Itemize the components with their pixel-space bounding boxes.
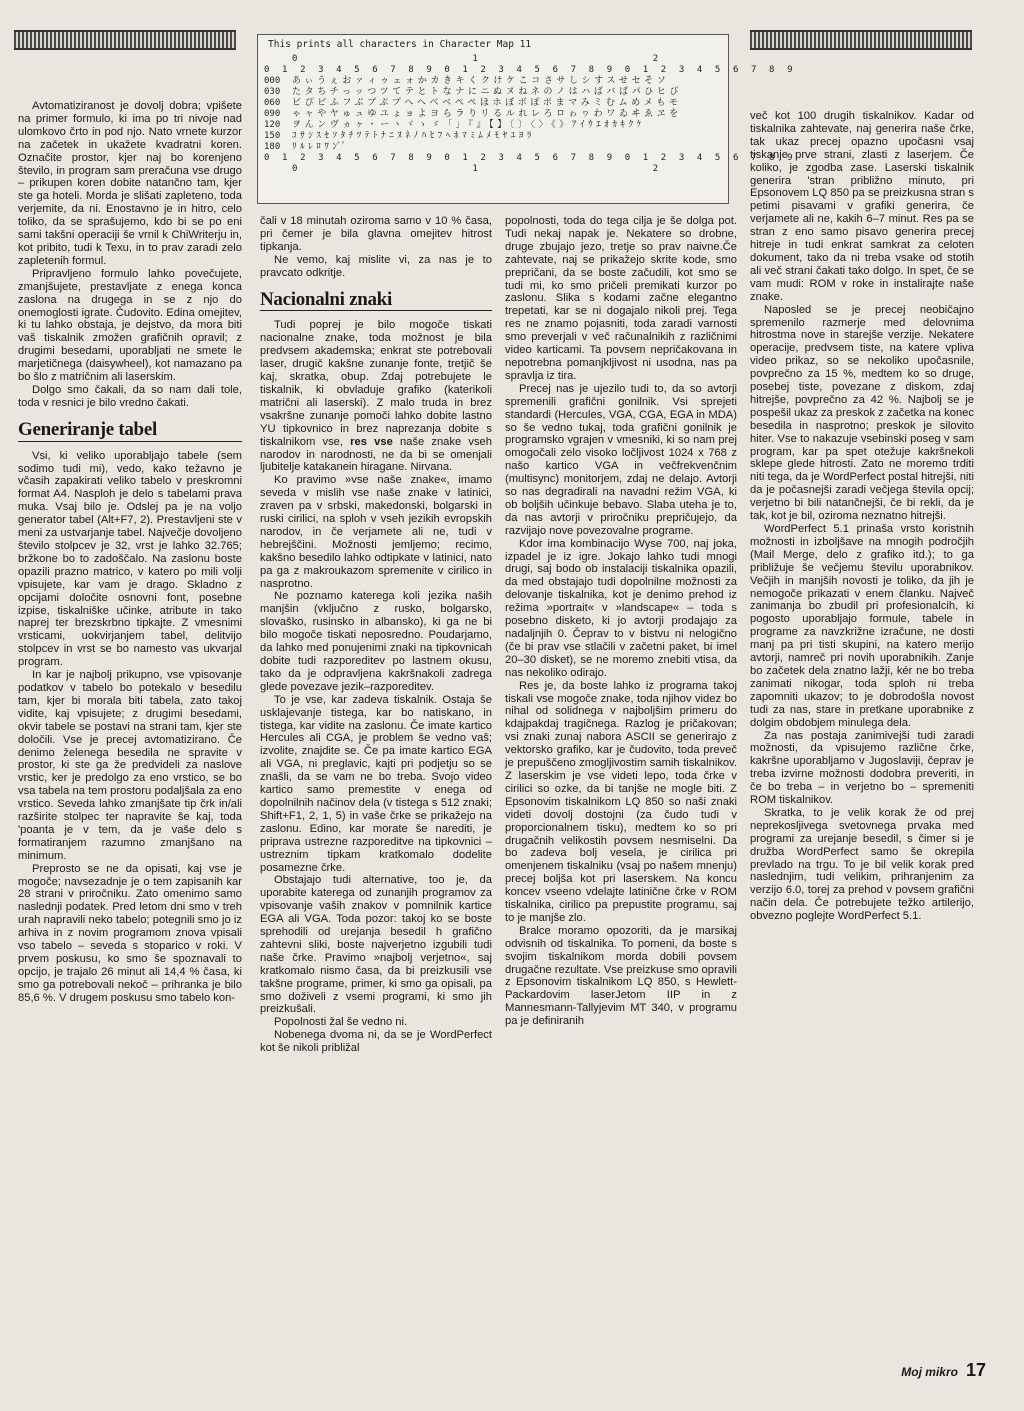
paragraph: čali v 18 minutah oziroma samo v 10 % časa, pri čemer je bila glavna omejitev hitrost tipkanja. [260,215,492,253]
article-column-3 [505,215,737,1028]
section-heading: Nacionalni znaki [260,294,492,312]
paragraph: Nobenega dvoma ni, da se je WordPerfect kot še nikoli približal [260,1029,492,1055]
article-column-2 [260,215,492,1055]
character-map-row: 000 あぃうぇおァィゥェォかカきキくクけケこコさサしシすスせセそソ [264,76,670,86]
header-rule-left [14,30,236,50]
emphasis: res vse [350,435,393,448]
character-map-tens-header: 0 1 2 [292,54,662,64]
article-column-4 [750,110,974,923]
paragraph: Ne poznamo katerega koli jezika naših manjšin (vključno z rusko, bolgarsko, slovaško, rusinsko in albansko), ki ga ne bi bilo mogoče tiskati neposredno. Poudarjamo, da lahko med ponujenimi znaki na tipkovnicah dobite tudi razporeditev po lastnem okusu, tako da je odpravljena kakršnakoli zadrega glede povezave jezik–razporeditev. [260,590,492,693]
paragraph: Avtomatiziranost je dovolj dobra; vpišete na primer formulo, ki ima po tri nivoje nad ulomkovo črto in pod njo. Nato vrnete kurzor na začetek in ukažete kvadratni koren. Označite prostor, kjer naj bo korenjeno število, in program sam preračuna vse drugo – prikupen koren dobite natančno tam, kjer ste ga hoteli. Morda je slišati zapleteno, toda verjemite, da ni. Enostavno je in hitro, celo toliko, da se sprašujemo, kdo bi se po eni sami takšni operaciji še vrnil k ChiWriterju in, kot pribito, tudi k Texu, in to prav zaradi zelo zapletenih formul. [18,100,242,267]
paragraph: Precej nas je ujezilo tudi to, da so avtorji spremenili grafični gonilnik. Vsi sprejeti standardi (Hercules, VGA, CGA, EGA in MDA) so še vedno tukaj, toda grafični gonilnik je programsko vgrajen v vmesniki, ki so nam prej omogočali zelo visoko ločljivost 1024 x 768 z našo kartico VGA in večfrekvenčnim (multisync) monitorjem, zdaj ne delajo. Avtorji so nas degradirali na navadni režim VGA, ki ob boljših učinkuje bebavo. Slaba uteha je to, da nas avtorji v priročniku prepričujejo, da razvijajo nove povezovalne programe. [505,382,737,537]
page-number: 17 [965,1360,986,1380]
paragraph: Tudi poprej je bilo mogoče tiskati nacionalne znake, toda možnost je bila predvsem akademska; enkrat ste potrebovali laser, drugič kakšne zunanje fonte, tretjič še kaj, skratka, obup. Zdaj potrebujete le tiskalnik, ki obvladuje grafiko (katerikoli matrični ali laserski). Z malo truda in brez vsakršne zunanje pomoči lahko dobite lastno YU tipkovnico in brez naprezanja dobite s tiskalnikom vse, res vse naše znake vseh narodov in narodnosti, ne da bi se omenjali ljubitelje katakanein hiragane. Nirvana. [260,319,493,474]
paragraph: Ko pravimo »vse naše znake«, imamo seveda v mislih vse naše znake v latinici, zraven pa v srbski, makedonski, bolgarski in ruski cirilici, na sploh v vseh jezikih evropskih narodov, in če verjamete ali ne, tudi v hebrejščini. Možnosti jemljemo; recimo, kakšno besedilo lahko odtipkate v latinici, nato pa ga z makroukazom spremenite v cirilico in nasprotno. [260,474,492,590]
section-heading: Generiranje tabel [18,424,242,442]
paragraph: Dolgo smo čakali, da so nam dali tole, toda v resnici je bilo vredno čakati. [18,383,242,409]
character-map-tens-footer: 0 1 2 [292,164,662,174]
paragraph: popolnosti, toda do tega cilja je še dolga pot. Tudi nekaj napak je. Nekatere so drobne, druge zbujajo jezo, tretje so prav naivne.Če zahtevate, naj se prikažejo skrite kode, smo prepričani, da se boste začudili, kot smo se tudi mi, ko smo pričeli premikati kurzor po zaslonu. Slika s kodami začne elegantno trepetati, kar se ni dogajalo nikoli prej. Tega res ne znamo pojasniti, toda zaradi varnosti smo preverjali v več računalnikih z različnimi video karticami. Ta povsem nepričakovana in nepotrebna pomanjkljivost ni usodna, nas pa spravlja iz tira. [505,215,737,382]
character-map-row: 150 ｺｻｼｽｾｿﾀﾁﾂﾃﾄﾅﾆﾇﾈﾉﾊﾋﾌﾍﾎﾏﾐﾑﾒﾓﾔﾕﾖﾗ [264,131,536,141]
paragraph: Obstajajo tudi alternative, too je, da uporabite katerega od zunanjih programov za vpisovanje vaših znakov v pomnilnik kartice EGA ali VGA. Toda pozor: takoj ko se boste sprehodili od urejanja besedil h grafično zahtevni sliki, boste najverjetno izgubili tudi naše črke. Pravimo »najbolj verjetno«, saj kratkomalo nismo časa, da bi preizkusili vse takšne programe, primer, ki smo ga opisali, pa smo doživeli z vsemi programi, ki smo jih preizkušali. [260,874,492,1016]
paragraph: več kot 100 drugih tiskalnikov. Kadar od tiskalnika zahtevate, naj generira naše črke, tak ukaz precej opazno upočasni vsaj tiskanje prve strani, zlasti z laserjem. Če koliko, je zgodba zase. Laserski tiskalnik generira 'stran približno minuto, pri Epsonovem LQ 850 pa se preizkusna stran s petimi pisavami v grafiki generira, če verjamete ali ne, kakih 6–7 minut. Res pa se stran z eno samo pisavo generira precej hitreje in tudi enkrat samkrat za celoten dokument, tako da ni treba vsake od stotih ali več strani čakati tako dolgo. In spet, če se vam mudi: ROM v roke in instalirajte naše znake. [750,110,974,303]
paragraph: Ne vemo, kaj mislite vi, za nas je to pravcato odkritje. [260,253,492,279]
paragraph: Pripravljeno formulo lahko povečujete, zmanjšujete, prestavljate z enega konca zaslona na drugega in se z njo do onemoglosti igrate. Čudovito. Edina omejitev, ki tu lahko obstaja, je dejstvo, da mora biti vaš tiskalnik zmožen grafičnih opravil; z drugimi besedami, uporabljati ne smete le marjetičnega (daisywheel), kot namazano pa bo šlo z matričnim ali laserskim. [18,267,242,384]
character-map-units-header: 0 1 2 3 4 5 6 7 8 9 0 1 2 3 4 5 6 7 8 9 0 1 2 3 4 5 6 7 8 9 [264,65,797,75]
paragraph: Za nas postaja zanimivejši tudi zaradi možnosti, da vpisujemo različne črke, kakršne uporabljamo v Jugoslaviji, čeprav je treba izvirne možnosti dodobra preveriti, in če bo treba – in verjetno bo – spremeniti ROM tiskalnikov. [750,729,974,807]
character-map-row: 030 たタちチっッつツてテとトなナにニぬヌねネのノはハばバぱパひヒび [264,87,683,97]
character-map-figure [257,34,797,204]
character-map-row: 180 ﾘﾙﾚﾛﾜﾝﾞﾟ [264,142,350,152]
paragraph: Bralce moramo opozoriti, da je marsikaj odvisnih od tiskalnika. To pomeni, da boste s svojim tiskalnikom morda dobili povsem drugačne rezultate. Vse preizkuse smo opravili z Epsonovim tiskalnikom LQ 850, s Hewlett-Packardovim laserJetom IIP in z Mannesmann-Tallyjevim MT 340, v programu pa je definiranih [505,924,737,1028]
page-footer [901,1360,986,1381]
paragraph: To je vse, kar zadeva tiskalnik. Ostaja še usklajevanje tistega, kar bo natiskano, in tistega, kar vidite na zaslonu. Če imate kartico Hercules ali CGA, je problem še vedno vaš; izvolite, znajdite se. Če pa imate kartico EGA ali VGA, ni preglavic, kajti pri podjetju so se znašli, da se vam ne bo treba. Svojo video kartico samo premestite v enega od dopolnilnih načinov dela (v tistega s 512 znaki; Shift+F1, 2, 1, 5) in vaše črke se prikažejo na zaslonu. Edino, kar morate še narediti, je priprava ustrezne razporeditve na tipkovnici – ustreznim tipkam kratkomalo dodelite posamezne črke. [260,693,492,874]
paragraph: Vsi, ki veliko uporabljajo tabele (sem sodimo tudi mi), vedo, kako težavno je včasih zapakirati veliko tabelo v preskromni format A4. Nasploh je delo s tabelami prava muka. Vsaj bilo je. Odslej pa je na voljo generator tabel (Alt+F7, 2). Prestavljeni ste v meni za ustvarjanje tabel. Največje dovoljeno število stolpcev je 32, vrst je lahko 32.765; bržkone bo to zadoščalo. Na zaslonu boste opazili prazno matrico, v katero po mili volji vpisujete, kar vam je drago. Skladno z opcijami določite osnovni font, posebne izpise, tiskalniške učinke, atribute in tako naprej ter brezskrbno tipkajte. Z vmesnimi vrsticami, uokvirjanjem tabel, delitvijo stolpcev in vrst se bo namesto vas ukvarjal program. [18,449,242,669]
header-rule-right [750,30,972,50]
character-map-units-footer: 0 1 2 3 4 5 6 7 8 9 0 1 2 3 4 5 6 7 8 9 0 1 2 3 4 5 6 7 8 9 [264,153,797,163]
character-map-row: 060 ビぴピふフぶブぷプへヘべベぺペほホぼボぽポまマみミむムめメもモ [264,98,682,108]
paragraph: In kar je najbolj prikupno, vse vpisovanje podatkov v tabelo bo potekalo v besedilu tam, kjer bi morala biti tabela, zato takoj vidite, kaj vpisujete; z drugimi besedami, okvir tabele se postavi na strani tam, kjer ste določili. Vse je precej avtomatizirano. Če denimo želenega besedila ne spravite v prostor, ki ste ga že predvideli za naslove vrstic, ker je predolgo za eno vrstico, se bo vsa tabela na tem prostoru podaljšala za eno vrstico. Seveda lahko zmanjšate tip črk in/ali razširite stolpec ter napravite še kaj, toda 'poanta je v tem, da je vaše delo s formatiranjem razumno zmanjšano na minimum. [18,669,242,862]
paragraph: Popolnosti žal še vedno ni. [274,1016,408,1029]
character-map-row: 120 ヲんンヴヵヶ・ーヽヾゝゞ「」『』【】〔〕〈〉《》ｱｲｳｴｵｶｷｸｹ [264,120,645,130]
paragraph: Skratka, to je velik korak že od prej neprekosljivega svetovnega prvaka med programi za urejanje besedil, s čimer si je družba WordPerfect samo še okrepila prevlado na trgu. To je bil velik korak pred naslednjim, tudi velikim, prihranjenim za verzijo 6.0, torej za prehod v povsem grafični način dela. Če potrebujete težko artilerijo, obvezno poglejte WordPerfect 5.1. [750,806,974,923]
paragraph: Naposled se je precej neobičajno spremenilo razmerje med delovnima hitrostma nove in starejše verzije. Nekatere operacije, predvsem tiste, na katere vpliva video prikaz, so se nekoliko upočasnile, povprečno za 15 %, medtem ko so druge, posebej tiste, povezane z diskom, zdaj hitrejše, povprečno za 42 %. Najbolj se je pospešil ukaz za preskok z začetka na konec besedila in nasprotno; preskok je silovito hiter. Vse to nakazuje vsebinski poseg v sam program, kar pa spet otežuje kakršnekoli sklepe glede hitrosti. Zato ne moremo trditi niti tega, da je WordPerfect postal hitrejši, niti da je počasnejši zaradi večjega števila opcij; verjetno bi bili natančnejši, če bi rekli, da je tak, kot je bil, oziroma neznatno hitrejši. [750,303,974,523]
paragraph: Preprosto se ne da opisati, kaj vse je mogoče; navsezadnje je o tem zapisanih kar 28 strani v priročniku. Zato omenimo samo naslednji podatek. Pred letom dni smo v treh urah napravili neko tabelo; potegnili smo jo iz arhiva in z novim programom znova vpisali vso tabelo – seveda s stoparico v roki. V prvem poskusu, ko smo še spoznavali to opcijo, je trajalo 26 minut ali 14,4 % časa, ki smo ga potrebovali nekoč – prihranka je bilo 85,6 %. V drugem poskusu smo tabelo kon- [18,862,242,1004]
character-map-caption: This prints all characters in Character Map 11 [268,39,532,50]
character-map-row: 090 ゃャやヤゅュゆユょョよヨらラりリるルれレろロゎヮわワゐヰゑヱを [264,109,682,119]
paragraph: Res je, da boste lahko iz programa takoj tiskali vse mogoče znake, toda njihov videz bo nihal od solidnega v najboljšim primeru do kdajpakdaj tragičnega. Razlog je pričakovan; vsi znaki zunaj nabora ASCII se generirajo z vektorsko grafiko, kar je čudovito, toda preveč je prepuščeno zmogljivostim samih tiskalnikov. Z laserskim je vse videti lepo, toda črke v cirilici so ozke, da bi tanjše ne mogle biti. Z Epsonovim tiskalnikom LQ 850 so naši znaki videti dovolj dostojni (za čudo tudi v proporcionalnem tisku), medtem ko so pri drugačnih velikostih povsem nesmiselni. Da bo zadeva bolj vesela, je cirilica pri omenjenem tiskalniku (vsaj po našem mnenju) precej boljša kot pri laserskem. Na koncu koncev vseeno vdelajte latinične črke v ROM tiskalnika, cirilico pa prepustite programu, saj to je manjše zlo. [505,679,737,924]
paragraph: WordPerfect 5.1 prinaša vrsto koristnih možnosti in izboljšave na mnogih področjih (Mail Merge, delo z grafiko itd.); to ga približuje še večjemu številu uporabnikov. Večjih in manjših novosti je toliko, da jih je nemogoče prikazati v enem članku. Največ zanimanja bo zbudil pri profesionalcih, ki pogosto uporabljajo formule, tabele in programe za navzkrižne izračune, ne dosti manj pa pri tisti skupini, na katero merijo avtorji, namreč pri novih uporabnikih. Zanje bo začetek dela znatno lažji, kér ne bo treba zanimati nikogar, toda sploh ni treba zapomniti ukazov; to je dobrodošla novost tudi za nas, stare in pretkane uporabnike z dolgim obdobjem minulega dela. [750,523,974,729]
article-column-1 [18,100,242,1005]
paragraph: Kdor ima kombinacijo Wyse 700, naj joka, izpadel je iz igre. Jokajo lahko tudi mnogi drugi, saj bodo ob instalaciji tiskalnika opazili, da med obstajajo tudi dopolnilne možnosti za delovanje tiskalnika, kot je denimo prehod iz režima »portrait« v »landscape« – toda s posebno disketo, ki jo avtorji prodajajo za nadaljnjih 0. Čeprav to v bistvu ni nelogično (če bi prav vse stlačili v začetni paket, bi imel 20–30 disket), se ne moremo znebiti vtisa, da nas nekoliko odirajo. [505,537,737,679]
magazine-name: Moj mikro [901,1365,958,1379]
